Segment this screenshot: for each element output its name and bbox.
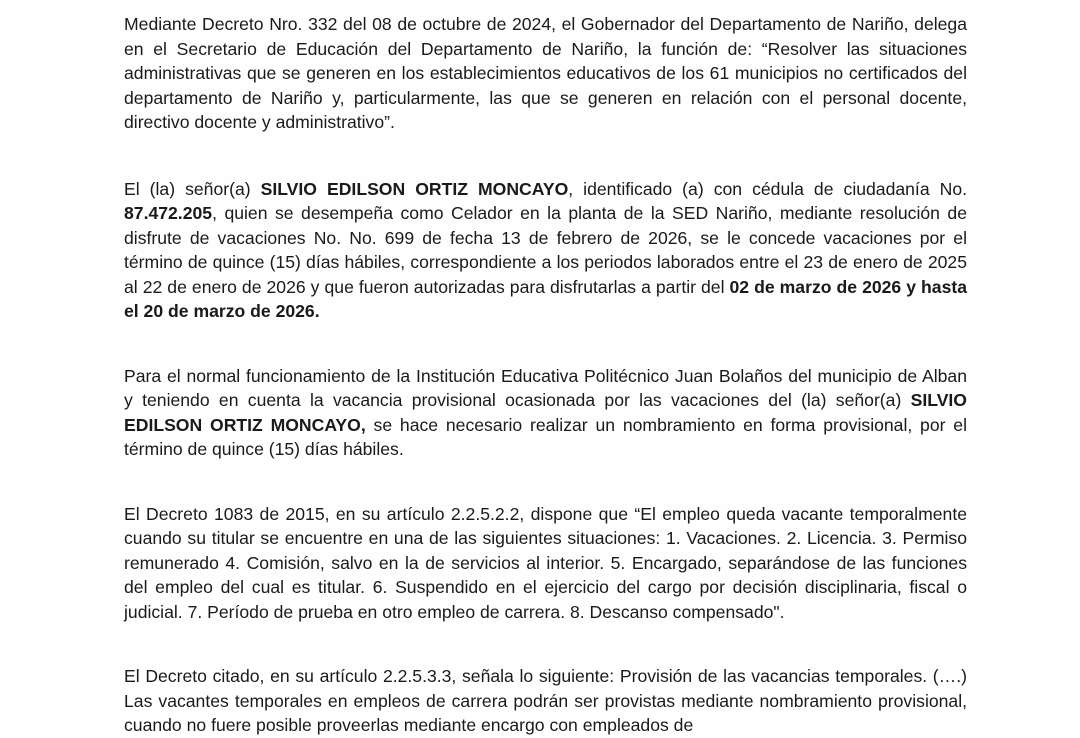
document-body (124, 12, 967, 738)
employee-name: SILVIO EDILSON ORTIZ MONCAYO (260, 178, 569, 199)
text-segment: El (la) señor(a) (124, 178, 261, 199)
text-segment: , identificado (a) con cédula de ciudadanía No. (568, 178, 967, 199)
paragraph-provision-vacancias: El Decreto citado, en su artículo 2.2.5.3.3, señala lo siguiente: Provisión de las vacancias temporales. (….) Las vacantes temporales en empleos de carrera podrán ser provistas mediante nombramiento provisional, cuando no fuere posible proveerlas mediante encargo con empleados de (124, 666, 967, 735)
cedula-number: 87.472.205 (124, 203, 213, 223)
paragraph-vacancia (124, 364, 967, 462)
text-segment: Para el normal funcionamiento de la Institución Educativa Politécnico Juan Bolaños del municipio de Alban y teniendo en cuenta la vacancia provisional ocasionada por las vacaciones del (la) señor(a) (124, 365, 967, 410)
text-segment: se hace necesario realizar un nombramiento en forma provisional, por el término de quince (15) días hábiles. (124, 414, 967, 459)
paragraph-decreto-332: Mediante Decreto Nro. 332 del 08 de octubre de 2024, el Gobernador del Departamento de Nariño, delega en el Secretario de Educación del Departamento de Nariño, la función de: “Resolver las situaciones administrativas que se generen en los establecimientos educativos de los 61 municipios no certificados del departamento de Nariño y, particularmente, las que se generen en relación con el personal docente, directivo docente y administrativo”. (124, 14, 967, 132)
paragraph-decreto-1083: El Decreto 1083 de 2015, en su artículo 2.2.5.2.2, dispone que “El empleo queda vacante temporalmente cuando su titular se encuentre en una de las siguientes situaciones: 1. Vacaciones. 2. Licencia. 3. Permiso remunerado 4. Comisión, salvo en la de servicios al interior. 5. Encargado, separándose de las funciones del empleo del cual es titular. 6. Suspendido en el ejercicio del cargo por decisión disciplinaria, fiscal o judicial. 7. Período de prueba en otro empleo de carrera. 8. Descanso compensado". (124, 503, 967, 622)
text-segment: , quien se desempeña como Celador en la planta de la SED Nariño, mediante resolución de disfrute de vacaciones No. No. 699 de fecha 13 de febrero de 2026, se le concede vacaciones por el término de quince (15) días hábiles, correspondiente a los periodos laborados entre el 23 de enero de 2025 al 22 de enero de 2026 y que fueron autorizadas para disfrutarlas a partir del (124, 203, 967, 297)
vacation-dates: 02 de marzo de 2026 y hasta el 20 de marzo de 2026. (124, 276, 967, 321)
employee-name: SILVIO EDILSON ORTIZ MONCAYO, (124, 390, 967, 435)
paragraph-vacaciones (124, 177, 967, 324)
